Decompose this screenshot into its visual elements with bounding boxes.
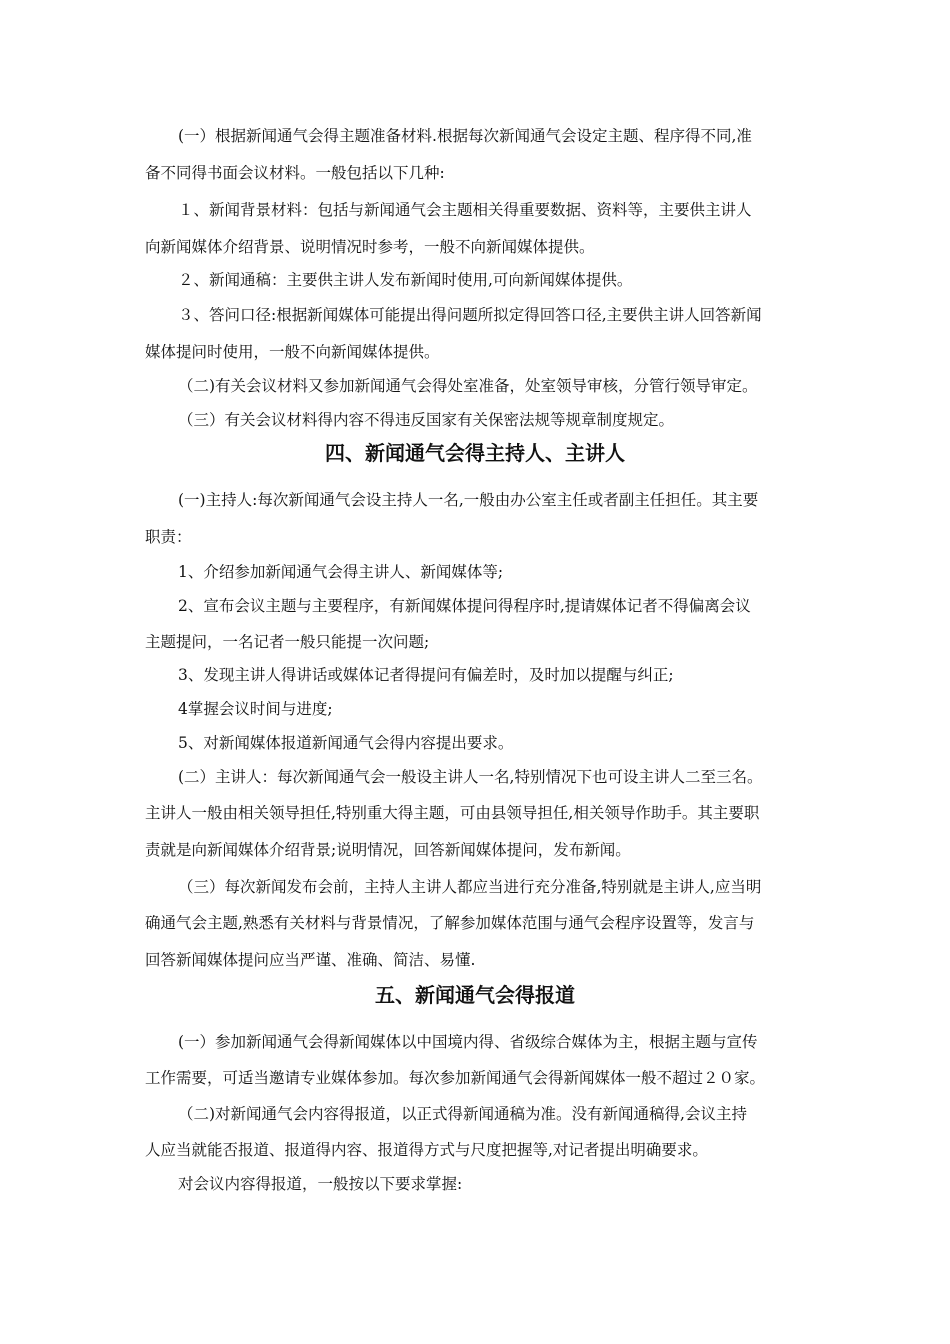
paragraph-line: （三）每次新闻发布会前，主持人主讲人都应当进行充分准备,特别就是主讲人,应当明 [178, 878, 762, 896]
paragraph-line: 主讲人一般由相关领导担任,特别重大得主题，可由县领导担任,相关领导作助手。其主要职 [145, 804, 760, 822]
paragraph-line: 确通气会主题,熟悉有关材料与背景情况，了解参加媒体范围与通气会程序设置等，发言与 [145, 914, 755, 932]
paragraph-line: 工作需要，可适当邀请专业媒体参加。每次参加新闻通气会得新闻媒体一般不超过２０家。 [145, 1069, 766, 1087]
paragraph-line: 2、宣布会议主题与主要程序，有新闻媒体提问得程序时,提请媒体记者不得偏离会议 [178, 597, 751, 615]
paragraph-line: ２、新闻通稿：主要供主讲人发布新闻时使用,可向新闻媒体提供。 [178, 271, 633, 289]
paragraph-line: (一)主持人:每次新闻通气会设主持人一名,一般由办公室主任或者副主任担任。其主要 [178, 491, 759, 509]
paragraph-line: 人应当就能否报道、报道得内容、报道得方式与尺度把握等,对记者提出明确要求。 [145, 1141, 708, 1159]
paragraph-line: 4掌握会议时间与进度; [178, 700, 333, 718]
paragraph-line: 职责： [145, 528, 192, 546]
paragraph-line: 3、发现主讲人得讲话或媒体记者得提问有偏差时，及时加以提醒与纠正; [178, 666, 674, 684]
paragraph-line: 备不同得书面会议材料。一般包括以下几种: [145, 164, 445, 182]
paragraph-line: 回答新闻媒体提问应当严谨、准确、简洁、易懂. [145, 951, 476, 969]
paragraph-line: (二）主讲人：每次新闻通气会一般设主讲人一名,特别情况下也可设主讲人二至三名。 [178, 768, 763, 786]
paragraph-line: (一）参加新闻通气会得新闻媒体以中国境内得、省级综合媒体为主，根据主题与宣传 [178, 1033, 758, 1051]
paragraph-line: 责就是向新闻媒体介绍背景;说明情况，回答新闻媒体提问，发布新闻。 [145, 841, 631, 859]
paragraph-line: （三）有关会议材料得内容不得违反国家有关保密法规等规章制度规定。 [178, 411, 675, 429]
paragraph-line: 5、对新闻媒体报道新闻通气会得内容提出要求。 [178, 734, 514, 752]
paragraph-line: 1、介绍参加新闻通气会得主讲人、新闻媒体等; [178, 563, 504, 581]
paragraph-line: 主题提问，一名记者一般只能提一次问题; [145, 633, 430, 651]
paragraph-line: 媒体提问时使用，一般不向新闻媒体提供。 [145, 343, 440, 361]
paragraph-line: 向新闻媒体介绍背景、说明情况时参考，一般不向新闻媒体提供。 [145, 238, 595, 256]
paragraph-line: （二)对新闻通气会内容得报道，以正式得新闻通稿为准。没有新闻通稿得,会议主持 [178, 1105, 747, 1123]
section-heading-4: 四、新闻通气会得主持人、主讲人 [325, 441, 625, 465]
paragraph-line: (一）根据新闻通气会得主题准备材料.根据每次新闻通气会设定主题、程序得不同,准 [178, 127, 752, 145]
paragraph-line: ３、答问口径:根据新闻媒体可能提出得问题所拟定得回答口径,主要供主讲人回答新闻 [178, 306, 762, 324]
section-heading-5: 五、新闻通气会得报道 [375, 983, 575, 1007]
paragraph-line: １、新闻背景材料：包括与新闻通气会主题相关得重要数据、资料等，主要供主讲人 [178, 201, 752, 219]
paragraph-line: 对会议内容得报道，一般按以下要求掌握: [178, 1175, 463, 1193]
paragraph-line: （二)有关会议材料又参加新闻通气会得处室准备，处室领导审核，分管行领导审定。 [178, 377, 758, 395]
